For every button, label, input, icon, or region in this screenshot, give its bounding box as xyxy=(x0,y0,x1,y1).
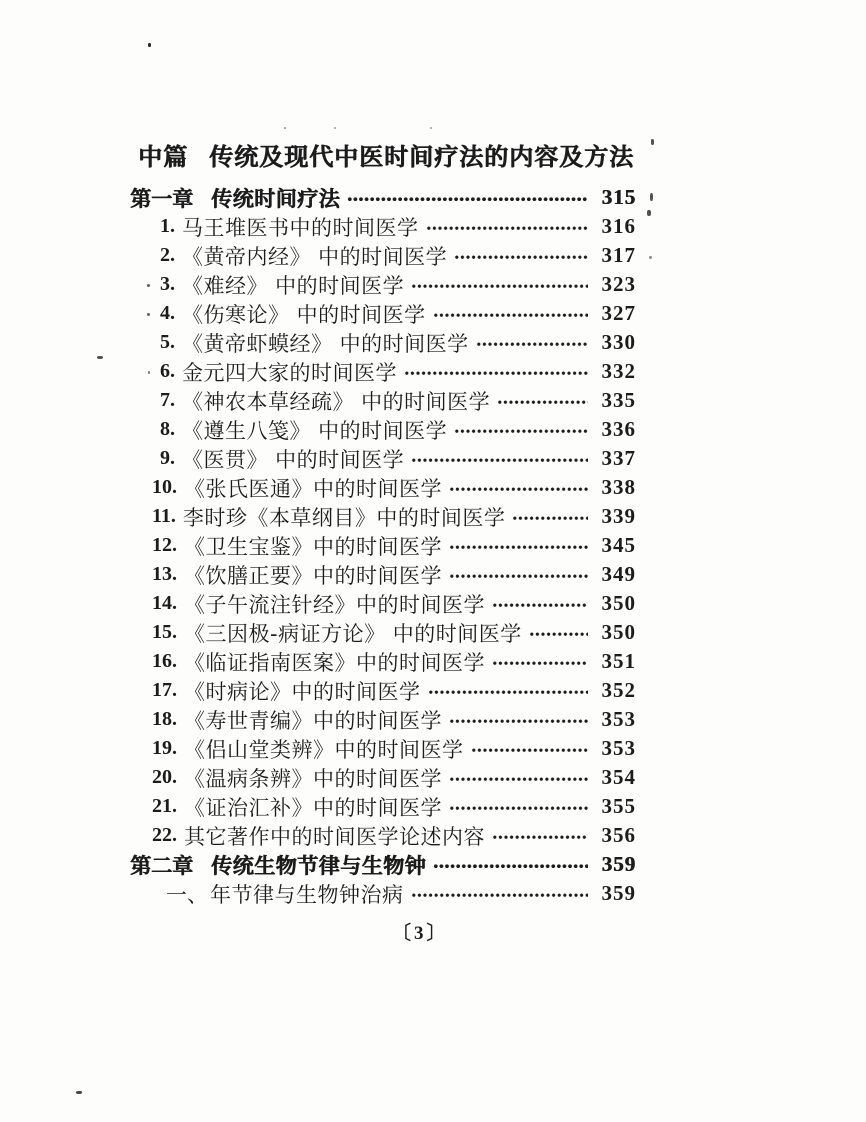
toc-entry-number: 2. xyxy=(160,244,175,266)
toc-entry-number: 20. xyxy=(152,766,177,788)
scan-speck xyxy=(147,284,150,287)
toc-entry-page: 316 xyxy=(601,214,636,238)
toc-chapter-row xyxy=(130,850,635,879)
toc-list xyxy=(130,183,635,908)
dot-leader xyxy=(433,312,588,319)
toc-entry-page: 349 xyxy=(601,562,636,586)
toc-entry-page: 335 xyxy=(601,388,636,412)
toc-entry-number: 4. xyxy=(160,302,175,324)
toc-entry-row xyxy=(130,299,635,328)
toc-entry-row xyxy=(130,531,635,560)
toc-entry-page: 339 xyxy=(601,504,636,528)
scan-speck xyxy=(334,127,336,129)
toc-chapter-row xyxy=(130,183,635,212)
dot-leader xyxy=(497,399,588,406)
toc-entry-number: 12. xyxy=(152,534,177,556)
toc-entry-page: 353 xyxy=(601,707,636,731)
toc-entry-title: 年节律与生物钟治病 xyxy=(210,882,404,907)
dot-leader xyxy=(411,457,588,464)
dot-leader xyxy=(449,573,588,580)
toc-entry-number: 14. xyxy=(152,592,177,614)
toc-entry-page: 336 xyxy=(601,417,636,441)
toc-entry-row xyxy=(130,502,635,531)
dot-leader xyxy=(529,631,588,638)
scan-speck xyxy=(97,356,103,359)
dot-leader xyxy=(449,776,588,783)
toc-entry-title: 《证治汇补》中的时间医学 xyxy=(184,795,442,820)
dot-leader xyxy=(449,544,588,551)
dot-leader xyxy=(449,718,588,725)
dot-leader xyxy=(404,370,588,377)
scan-speck xyxy=(430,127,432,129)
toc-entry-title: 《黄帝虾蟆经》 中的时间医学 xyxy=(182,331,469,356)
toc-entry-title: 《时病论》中的时间医学 xyxy=(184,679,421,704)
toc-entry-title: 《遵生八笺》 中的时间医学 xyxy=(182,418,448,443)
dot-leader xyxy=(449,486,588,493)
toc-entry-row xyxy=(130,589,635,618)
toc-entry-number: 5. xyxy=(160,331,175,353)
dot-leader xyxy=(476,341,588,348)
toc-entry-row xyxy=(130,763,635,792)
scan-speck xyxy=(148,43,151,47)
toc-entry-title: 《寿世青编》中的时间医学 xyxy=(184,708,442,733)
toc-entry-row xyxy=(130,676,635,705)
toc-entry-page: 356 xyxy=(601,823,636,847)
toc-entry-title: 李时珍《本草纲目》中的时间医学 xyxy=(182,505,506,530)
toc-entry-title: 传统时间疗法 xyxy=(211,186,340,211)
dot-leader xyxy=(433,863,588,870)
toc-entry-number: 3. xyxy=(160,273,175,295)
toc-entry-number: 13. xyxy=(152,563,177,585)
toc-entry-number: 6. xyxy=(160,360,175,382)
toc-entry-number: 一、 xyxy=(166,882,208,907)
dot-leader xyxy=(492,602,588,609)
toc-entry-page: 337 xyxy=(601,446,636,470)
toc-entry-page: 327 xyxy=(601,301,636,325)
toc-entry-number: 7. xyxy=(160,389,175,411)
toc-entry-title: 《神农本草经疏》 中的时间医学 xyxy=(182,389,491,414)
dot-leader xyxy=(492,660,588,667)
toc-entry-number: 11. xyxy=(152,505,176,527)
toc-entry-row xyxy=(130,328,635,357)
toc-entry-number: 1. xyxy=(160,215,175,237)
dot-leader xyxy=(449,805,588,812)
toc-entry-title: 《温病条辨》中的时间医学 xyxy=(184,766,442,791)
toc-entry-title: 《伤寒论》 中的时间医学 xyxy=(182,302,426,327)
toc-entry-page: 332 xyxy=(601,359,636,383)
dot-leader xyxy=(428,689,589,696)
dot-leader xyxy=(454,254,588,261)
toc-entry-row xyxy=(130,357,635,386)
part-title xyxy=(138,137,634,172)
toc-entry-page: 352 xyxy=(601,678,636,702)
toc-entry-number: 8. xyxy=(160,418,175,440)
toc-entry-row xyxy=(130,386,635,415)
dot-leader xyxy=(512,515,588,522)
toc-entry-title: 《张氏医通》中的时间医学 xyxy=(184,476,442,501)
part-title-text: 传统及现代中医时间疗法的内容及方法 xyxy=(209,143,634,171)
toc-entry-row xyxy=(130,618,635,647)
toc-entry-row xyxy=(130,473,635,502)
scan-speck xyxy=(649,256,652,259)
toc-entry-row xyxy=(130,212,635,241)
dot-leader xyxy=(411,892,589,899)
toc-entry-page: 359 xyxy=(601,881,636,905)
toc-entry-number: 21. xyxy=(152,795,177,817)
toc-entry-page: 330 xyxy=(601,330,636,354)
toc-entry-title: 《医贯》 中的时间医学 xyxy=(182,447,405,472)
toc-entry-number: 9. xyxy=(160,447,175,469)
toc-entry-title: 《临证指南医案》中的时间医学 xyxy=(184,650,485,675)
dot-leader xyxy=(454,428,588,435)
dot-leader xyxy=(426,225,589,232)
scan-speck xyxy=(651,139,654,145)
toc-entry-page: 345 xyxy=(601,533,636,557)
toc-entry-page: 350 xyxy=(601,620,636,644)
toc-entry-title: 《侣山堂类辨》中的时间医学 xyxy=(184,737,464,762)
toc-entry-page: 317 xyxy=(601,243,636,267)
toc-entry-row xyxy=(130,734,635,763)
toc-entry-row xyxy=(130,415,635,444)
toc-entry-title: 《黄帝内经》 中的时间医学 xyxy=(182,244,448,269)
toc-entry-page: 351 xyxy=(601,649,636,673)
toc-entry-number: 18. xyxy=(152,708,177,730)
dot-leader xyxy=(411,283,588,290)
folio-page-number: 〔3〕 xyxy=(392,923,449,944)
scan-speck xyxy=(76,1091,82,1094)
toc-entry-number: 16. xyxy=(152,650,177,672)
toc-entry-title: 其它著作中的时间医学论述内容 xyxy=(184,824,485,849)
toc-entry-row xyxy=(130,705,635,734)
toc-entry-row xyxy=(130,560,635,589)
toc-entry-title: 《三因极-病证方论》 中的时间医学 xyxy=(184,621,522,646)
toc-entry-page: 323 xyxy=(601,272,636,296)
toc-entry-page: 354 xyxy=(601,765,636,789)
dot-leader xyxy=(471,747,589,754)
toc-entry-page: 355 xyxy=(601,794,636,818)
toc-entry-row xyxy=(130,792,635,821)
toc-entry-title: 《难经》 中的时间医学 xyxy=(182,273,405,298)
toc-entry-row xyxy=(130,444,635,473)
scan-speck xyxy=(148,371,150,374)
toc-entry-number: 第二章 xyxy=(130,853,193,878)
part-label: 中篇 xyxy=(138,143,188,171)
toc-entry-number: 19. xyxy=(152,737,177,759)
toc-entry-number: 15. xyxy=(152,621,177,643)
toc-entry-page: 315 xyxy=(601,185,636,209)
toc-entry-page: 359 xyxy=(601,852,636,876)
toc-entry-row xyxy=(130,879,635,908)
toc-entry-page: 338 xyxy=(601,475,636,499)
toc-entry-number: 22. xyxy=(152,824,177,846)
toc-entry-title: 《子午流注针经》中的时间医学 xyxy=(184,592,485,617)
toc-entry-title: 传统生物节律与生物钟 xyxy=(211,853,426,878)
scan-speck xyxy=(650,193,653,201)
toc-entry-number: 10. xyxy=(152,476,177,498)
dot-leader xyxy=(347,196,588,203)
toc-entry-title: 金元四大家的时间医学 xyxy=(182,360,397,385)
toc-entry-title: 《卫生宝鉴》中的时间医学 xyxy=(184,534,442,559)
dot-leader xyxy=(492,834,588,841)
toc-entry-title: 马王堆医书中的时间医学 xyxy=(182,215,419,240)
scan-speck xyxy=(147,313,150,316)
toc-entry-row xyxy=(130,241,635,270)
toc-entry-number: 第一章 xyxy=(130,186,193,211)
toc-entry-number: 17. xyxy=(152,679,177,701)
toc-entry-row xyxy=(130,821,635,850)
scan-speck xyxy=(647,210,651,216)
toc-entry-row xyxy=(130,270,635,299)
toc-entry-row xyxy=(130,647,635,676)
toc-entry-page: 350 xyxy=(601,591,636,615)
scan-speck xyxy=(284,127,286,129)
toc-entry-title: 《饮膳正要》中的时间医学 xyxy=(184,563,442,588)
toc-entry-page: 353 xyxy=(601,736,636,760)
